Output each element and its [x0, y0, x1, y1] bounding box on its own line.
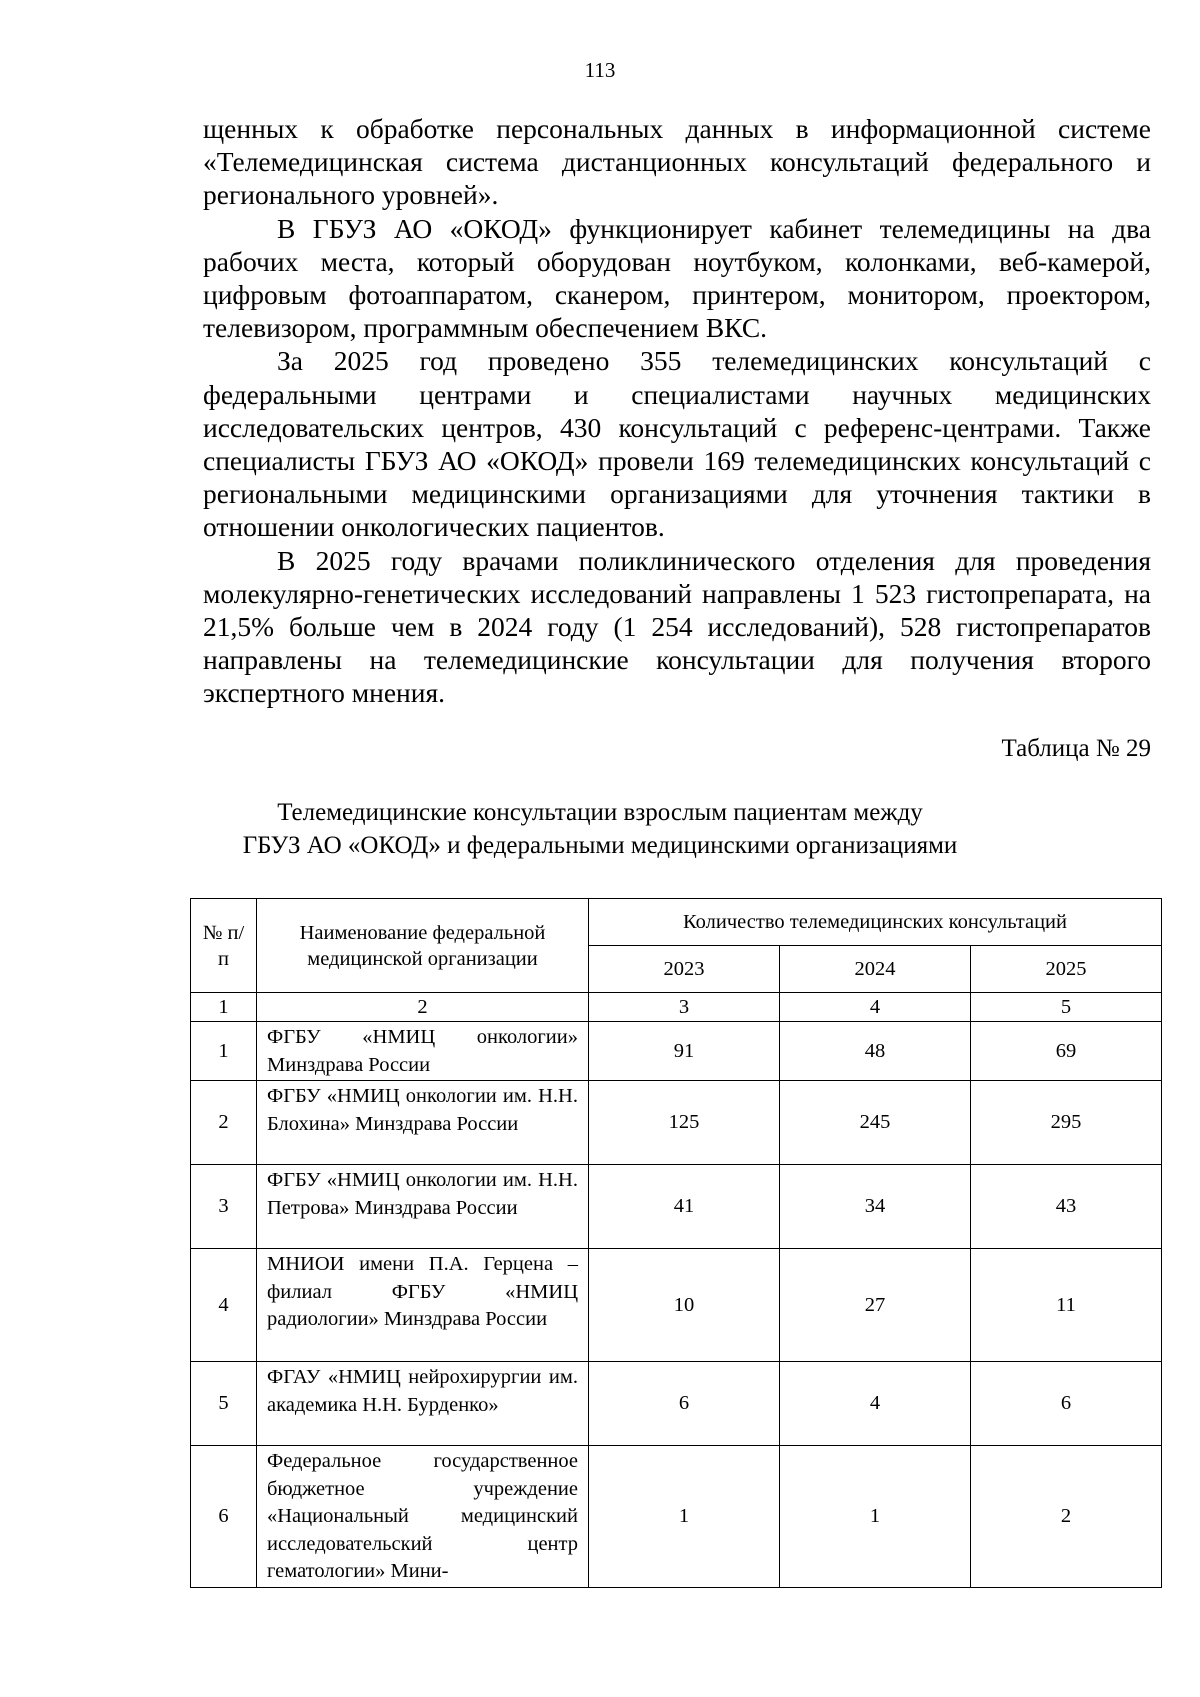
- table-number-label: Таблица № 29: [1001, 735, 1151, 762]
- table-row: [191, 1362, 1162, 1446]
- org-name: ФГБУ «НМИЦ онкологии им. Н.Н. Блохина» Минздрава России: [257, 1081, 589, 1165]
- value-2025: 43: [971, 1165, 1162, 1249]
- table-header-row: [191, 899, 1162, 946]
- paragraph: В 2025 году врачами поликлинического отделения для проведения молекулярно-генетических исследований направлены 1 523 гистопрепарата, на 21,5% больше чем в 2024 году (1 254 исследований), 528 гистопрепаратов направлены на телемедицинские консультации для получения второго экспертного мнения.: [203, 544, 1151, 709]
- index-cell: 5: [971, 993, 1162, 1022]
- org-name: Федеральное государственное бюджетное учреждение «Национальный медицинский исследовательский центр гематологии» Мини-: [257, 1446, 589, 1588]
- index-cell: 4: [780, 993, 971, 1022]
- page-number: 113: [584, 58, 616, 82]
- value-2023: 125: [589, 1081, 780, 1165]
- value-2025: 11: [971, 1249, 1162, 1362]
- table-title: [0, 796, 1200, 862]
- header-count-group: Количество телемедицинских консультаций: [589, 899, 1162, 946]
- value-2023: 1: [589, 1446, 780, 1588]
- index-cell: 3: [589, 993, 780, 1022]
- table-title-line: Телемедицинские консультации взрослым пациентам между: [277, 799, 923, 826]
- value-2024: 4: [780, 1362, 971, 1446]
- header-num: № п/п: [191, 899, 257, 993]
- table-row: [191, 1446, 1162, 1588]
- row-number: 1: [191, 1022, 257, 1081]
- header-year: 2023: [589, 946, 780, 993]
- row-number: 3: [191, 1165, 257, 1249]
- paragraph: щенных к обработке персональных данных в информационной системе «Телемедицинская система дистанционных консультаций федерального и регионального уровней».: [203, 113, 1151, 211]
- org-name: МНИОИ имени П.А. Герцена – филиал ФГБУ «НМИЦ радиологии» Минздрава России: [257, 1249, 589, 1362]
- value-2023: 6: [589, 1362, 780, 1446]
- table-row: [191, 1249, 1162, 1362]
- row-number: 2: [191, 1081, 257, 1165]
- table-index-row: [191, 993, 1162, 1022]
- value-2024: 245: [780, 1081, 971, 1165]
- value-2024: 34: [780, 1165, 971, 1249]
- body-text: [203, 112, 1151, 710]
- header-year: 2025: [971, 946, 1162, 993]
- row-number: 6: [191, 1446, 257, 1588]
- paragraph: За 2025 год проведено 355 телемедицинских консультаций с федеральными центрами и специалистами научных медицинских исследовательских центров, 430 консультаций с референс-центрами. Также специалисты ГБУЗ АО «ОКОД» провели 169 телемедицинских консультаций с региональными медицинскими организациями для уточнения тактики в отношении онкологических пациентов.: [203, 345, 1151, 543]
- paragraph: В ГБУЗ АО «ОКОД» функционирует кабинет телемедицины на два рабочих места, который оборудован ноутбуком, колонками, веб-камерой, цифровым фотоаппаратом, сканером, принтером, монитором, проектором, телевизором, программным обеспечением ВКС.: [203, 212, 1151, 344]
- value-2023: 10: [589, 1249, 780, 1362]
- value-2024: 1: [780, 1446, 971, 1588]
- value-2023: 91: [589, 1022, 780, 1081]
- org-name: ФГАУ «НМИЦ нейрохирургии им. академика Н.Н. Бурденко»: [257, 1362, 589, 1446]
- value-2024: 27: [780, 1249, 971, 1362]
- value-2025: 295: [971, 1081, 1162, 1165]
- org-name: ФГБУ «НМИЦ онкологии им. Н.Н. Петрова» Минздрава России: [257, 1165, 589, 1249]
- value-2024: 48: [780, 1022, 971, 1081]
- index-cell: 2: [257, 993, 589, 1022]
- table-row: [191, 1165, 1162, 1249]
- header-name: Наименование федеральной медицинской организации: [257, 899, 589, 993]
- header-year: 2024: [780, 946, 971, 993]
- table-title-line: ГБУЗ АО «ОКОД» и федеральными медицинскими организациями: [242, 832, 958, 859]
- table-row: [191, 1022, 1162, 1081]
- org-name: ФГБУ «НМИЦ онкологии» Минздрава России: [257, 1022, 589, 1081]
- index-cell: 1: [191, 993, 257, 1022]
- value-2025: 6: [971, 1362, 1162, 1446]
- value-2023: 41: [589, 1165, 780, 1249]
- table-row: [191, 1081, 1162, 1165]
- row-number: 4: [191, 1249, 257, 1362]
- consultations-table: [190, 898, 1162, 1588]
- row-number: 5: [191, 1362, 257, 1446]
- value-2025: 69: [971, 1022, 1162, 1081]
- value-2025: 2: [971, 1446, 1162, 1588]
